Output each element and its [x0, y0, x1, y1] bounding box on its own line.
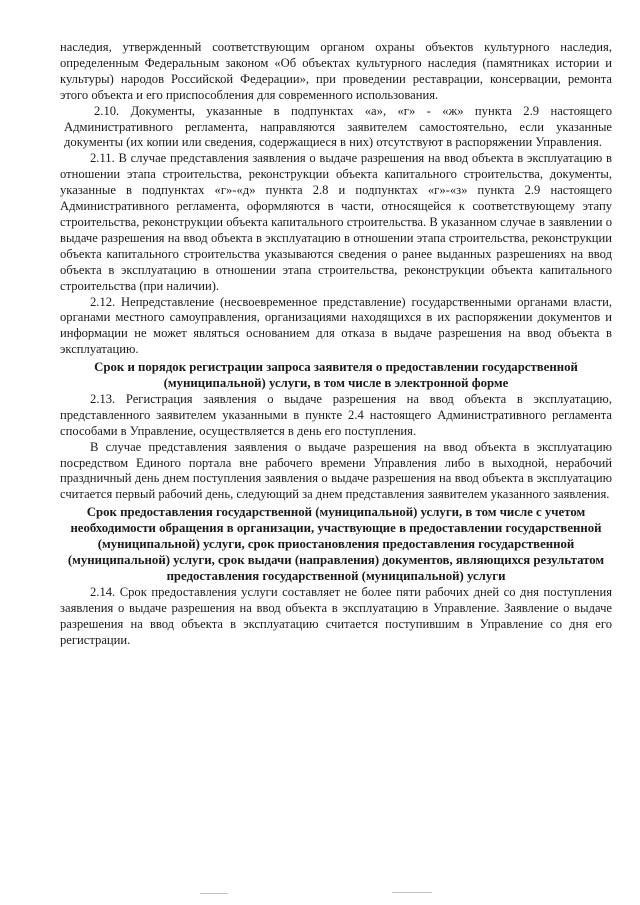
heading-registration: Срок и порядок регистрации запроса заявителя о предоставлении государственной (муниципальной) услуги, в том числе в электронной форме	[94, 360, 578, 391]
paragraph-2-13-portal: В случае представления заявления о выдаче разрешения на ввод объекта в эксплуатацию посредством Единого портала вне рабочего времени Управления либо в выходной, нерабочий праздничный день днем поступления заявления о выдаче разрешения на ввод объекта в эксплуатацию считается первый рабочий день, следующий за днем представления заявителем указанного заявления.	[60, 439, 612, 502]
paragraph-heritage-continuation: наследия, утвержденный соответствующим органом охраны объектов культурного наследия, определенным Федеральным законом «Об объектах культурного наследия (памятниках истории и культуры) народов Российской Федерации», при проведении реставрации, консервации, ремонта этого объекта и его приспособления для современного использования.	[60, 40, 612, 102]
paragraph-2-13: 2.13. Регистрация заявления о выдаче разрешения на ввод объекта в эксплуатацию, представленного заявителем указанными в пункте 2.4 настоящего Административного регламента способами в Управление, осуществляется в день его поступления.	[60, 391, 612, 438]
scan-artifact-line	[200, 893, 228, 894]
paragraph-2-10: 2.10. Документы, указанные в подпунктах «а», «г» - «ж» пункта 2.9 настоящего Административного регламента, направляются заявителем самостоятельно, если указанные документы (их копии или сведения, содержащиеся в них) отсутствуют в распоряжении Управления.	[64, 103, 612, 150]
paragraph-2-12: 2.12. Непредставление (несвоевременное представление) государственными органами власти, органами местного самоуправления, организациями находящихся в их распоряжении документов и информации не может являться основанием для отказа в выдаче разрешения на ввод объекта в эксплуатацию.	[60, 294, 612, 357]
document-body	[60, 40, 612, 648]
paragraph-2-14: 2.14. Срок предоставления услуги составляет не более пяти рабочих дней со дня поступления заявления о выдаче разрешения на ввод объекта в эксплуатацию в Управление. Заявление о выдаче разрешения на ввод объекта в эксплуатацию считается поступившим в Управление со дня его регистрации.	[60, 584, 612, 647]
paragraph-2-11: 2.11. В случае представления заявления о выдаче разрешения на ввод объекта в эксплуатацию в отношении этапа строительства, реконструкции объекта капитального строительства, документы, указанные в подпунктах «г»-«д» пункта 2.8 и подпунктах «г»-«з» пункта 2.9 настоящего Административного регламента, оформляются в части, относящейся к соответствующему этапу строительства, реконструкции объекта капитального строительства. В указанном случае в заявлении о выдаче разрешения на ввод объекта в эксплуатацию в отношении этапа строительства, реконструкции объекта капитального строительства указываются сведения о ранее выданных разрешениях на ввод объекта в эксплуатацию в отношении этапа строительства, реконструкции объекта капитального строительства (при наличии).	[60, 151, 612, 293]
scan-artifact-line	[392, 892, 432, 893]
heading-service-terms: Срок предоставления государственной (муниципальной) услуги, в том числе с учетом необходимости обращения в организации, участвующие в предоставлении государственной (муниципальной) услуги, срок приостановления предоставления государственной (муниципальной) услуги, срок выдачи (направления) документов, являющихся результатом предоставления государственной (муниципальной) услуги	[67, 505, 605, 583]
